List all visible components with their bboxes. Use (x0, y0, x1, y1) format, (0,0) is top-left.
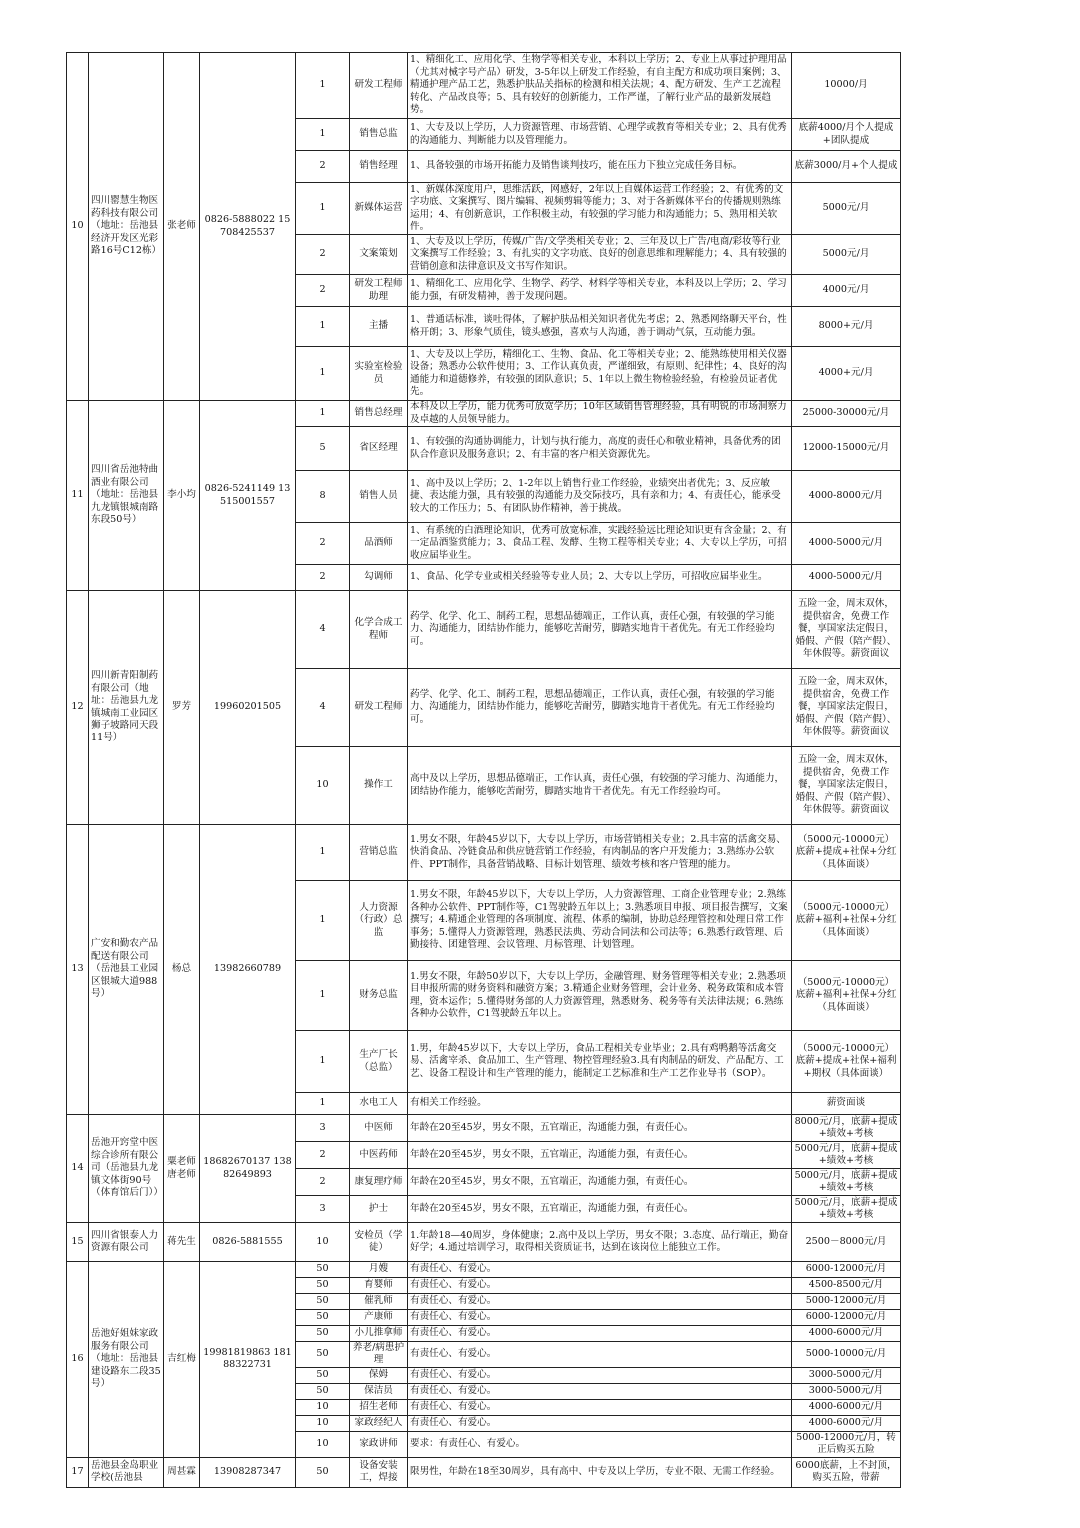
job-count: 2 (296, 523, 350, 565)
job-title: 中医药师 (350, 1142, 408, 1169)
job-count: 3 (296, 1196, 350, 1223)
job-title: 催乳师 (350, 1294, 408, 1310)
job-requirements: 1、有较强的沟通协调能力，计划与执行能力，高度的责任心和敬业精神，具备优秀的团队合作意识及服务意识；2、有丰富的客户相关资源优先。 (408, 427, 792, 471)
job-count: 10 (296, 1399, 350, 1415)
contact-person: 蒋先生 (164, 1223, 200, 1262)
job-requirements: 1、普通话标准，谈吐得体，了解护肤品相关知识者优先考虑；2、熟悉网络聊天平台，性格开朗；3、形象气质佳，镜头感强，喜欢与人沟通，善于调动气氛，互动能力强。 (408, 307, 792, 347)
job-requirements: 年龄在20至45岁，男女不限，五官端正，沟通能力强，有责任心。 (408, 1115, 792, 1142)
job-count: 10 (296, 1223, 350, 1262)
job-requirements: 年龄在20至45岁，男女不限，五官端正，沟通能力强，有责任心。 (408, 1196, 792, 1223)
job-count: 2 (296, 275, 350, 307)
job-requirements: 1、精细化工、应用化学、生物学等相关专业，本科以上学历；2、专业上从事过护理用品（尤其对械字号产品）研发，3-5年以上研发工作经验，有自主配方和成功项目案例；3、精通护理产品工艺，熟悉护肤品关指标的检测和相关法规；4、配方研发、生产工艺流程转化、产品改良等；5、具有较好的创新能力，工作严谨，了解行业产品的最新发展趋势。 (408, 53, 792, 119)
job-salary: 5000元/月 (792, 235, 901, 275)
job-salary: 6000-12000元/月 (792, 1262, 901, 1278)
job-count: 3 (296, 1115, 350, 1142)
job-salary: 4500-8500元/月 (792, 1278, 901, 1294)
table-row (67, 1262, 901, 1278)
table-row (67, 1115, 901, 1142)
table-row (67, 401, 901, 427)
job-title: 护士 (350, 1196, 408, 1223)
contact-person: 张老师 (164, 53, 200, 401)
contact-phone: 19981819863 18188322731 (200, 1262, 296, 1458)
job-count: 50 (296, 1278, 350, 1294)
job-title: 保洁员 (350, 1383, 408, 1399)
job-requirements: 1、大专及以上学历，传媒/广告/文学类相关专业；2、三年及以上广告/电商/彩妆等行业文案撰写工作经验；3、有扎实的文字功底、良好的创意思维和理解能力；4、具有较强的营销创意和法律意识及文书写作知识。 (408, 235, 792, 275)
job-salary: 5000-10000元/月 (792, 1342, 901, 1368)
job-salary: 底薪4000/月个人提成+团队提成 (792, 119, 901, 151)
job-count: 50 (296, 1383, 350, 1399)
job-requirements: 有责任心、有爱心。 (408, 1342, 792, 1368)
table-row (67, 53, 901, 119)
job-salary: （5000元-10000元）底薪+福利+社保+分红（具体面谈） (792, 961, 901, 1031)
job-salary: 5000元/月，底薪+提成+绩效+考核 (792, 1142, 901, 1169)
job-title: 设备安装工，焊接 (350, 1457, 408, 1487)
job-count: 50 (296, 1262, 350, 1278)
job-salary: 4000-6000元/月 (792, 1415, 901, 1431)
job-count: 1 (296, 53, 350, 119)
contact-phone: 18682670137 13882649893 (200, 1115, 296, 1223)
job-count: 8 (296, 471, 350, 523)
job-title: 中医师 (350, 1115, 408, 1142)
job-salary: 5000-12000元/月，转正后购买五险 (792, 1431, 901, 1457)
job-count: 4 (296, 669, 350, 747)
job-count: 50 (296, 1326, 350, 1342)
job-count: 10 (296, 747, 350, 825)
contact-phone: 0826-5241149 13515001557 (200, 401, 296, 591)
job-requirements: 本科及以上学历，能力优秀可放宽学历；10年区域销售管理经验，具有明锐的市场洞察力及卓越的人员领导能力。 (408, 401, 792, 427)
job-salary: 10000/月 (792, 53, 901, 119)
job-salary: 4000-6000元/月 (792, 1399, 901, 1415)
job-requirements: 1、大专及以上学历，精细化工、生物、食品、化工等相关专业；2、能熟练使用相关仪器设备；熟悉办公软件使用；3、工作认真负责，严谨细致，有原则、纪律性；4、良好的沟通能力和道德修养，有较强的团队意识；5、1年以上微生物检验经验，有检验员证者优先。 (408, 347, 792, 401)
table-row (67, 1223, 901, 1262)
job-requirements: 1.年龄18—40周岁，身体健康；2.高中及以上学历，男女不限；3.态度、品行端正，勤奋好学；4.通过培训学习，取得相关资质证书，达到在该岗位上能独立工作。 (408, 1223, 792, 1262)
job-title: 产康师 (350, 1310, 408, 1326)
job-title: 月嫂 (350, 1262, 408, 1278)
job-salary: 2500－8000元/月 (792, 1223, 901, 1262)
company-name: 广安和勤农产品配送有限公司（岳池县工业园区银城大道988号） (89, 825, 164, 1115)
company-number: 10 (67, 53, 89, 401)
job-salary: 4000-5000元/月 (792, 523, 901, 565)
job-title: 省区经理 (350, 427, 408, 471)
job-salary: 薪资面谈 (792, 1093, 901, 1115)
job-salary: 5000元/月，底薪+提成+绩效+考核 (792, 1196, 901, 1223)
company-name: 四川省岳池特曲酒业有限公司（地址：岳池县九龙镇银城南路东段50号） (89, 401, 164, 591)
job-title: 文案策划 (350, 235, 408, 275)
job-count: 50 (296, 1367, 350, 1383)
job-title: 研发工程师 (350, 53, 408, 119)
contact-person: 周甚霖 (164, 1457, 200, 1487)
job-salary: 8000+元/月 (792, 307, 901, 347)
table-row (67, 1457, 901, 1487)
recruitment-table (66, 52, 901, 1488)
job-title: 水电工人 (350, 1093, 408, 1115)
job-title: 财务总监 (350, 961, 408, 1031)
contact-person: 吉红梅 (164, 1262, 200, 1458)
job-count: 1 (296, 1093, 350, 1115)
contact-person: 粟老师 唐老师 (164, 1115, 200, 1223)
company-name: 四川省银泰人力资源有限公司 (89, 1223, 164, 1262)
job-requirements: 有责任心、有爱心。 (408, 1294, 792, 1310)
job-salary: 五险一金，周末双休，提供宿舍，免费工作餐，享国家法定假日，婚假、产假（陪产假）、年休假等。薪资面议 (792, 747, 901, 825)
job-title: 保姆 (350, 1367, 408, 1383)
contact-person: 李小均 (164, 401, 200, 591)
job-count: 1 (296, 347, 350, 401)
company-number: 14 (67, 1115, 89, 1223)
job-requirements: 药学、化学、化工、制药工程，思想品德端正，工作认真，责任心强，有较强的学习能力、沟通能力，团结协作能力，能够吃苦耐劳，脚踏实地肯干者优先。有无工作经验均可。 (408, 669, 792, 747)
company-number: 16 (67, 1262, 89, 1458)
job-count: 10 (296, 1415, 350, 1431)
job-title: 勾调师 (350, 565, 408, 591)
job-title: 小儿推拿师 (350, 1326, 408, 1342)
job-title: 研发工程师助理 (350, 275, 408, 307)
job-requirements: 药学、化学、化工、制药工程，思想品德端正，工作认真，责任心强，有较强的学习能力、沟通能力，团结协作能力，能够吃苦耐劳，脚踏实地肯干者优先。有无工作经验均可。 (408, 591, 792, 669)
job-salary: 25000-30000元/月 (792, 401, 901, 427)
job-requirements: 高中及以上学历，思想品德端正，工作认真，责任心强，有较强的学习能力、沟通能力，团结协作能力，能够吃苦耐劳，脚踏实地肯干者优先。有无工作经验均可。 (408, 747, 792, 825)
job-requirements: 1、有系统的白酒理论知识，优秀可放宽标准，实践经验远比理论知识更有含金量；2、有一定品酒鉴赏能力；3、食品工程、发酵、生物工程等相关专业；4、大专以上学历，可招收应届毕业生。 (408, 523, 792, 565)
job-salary: 8000元/月，底薪+提成+绩效+考核 (792, 1115, 901, 1142)
job-count: 2 (296, 1142, 350, 1169)
contact-phone: 0826-5888022 15708425537 (200, 53, 296, 401)
job-requirements: 1、具备较强的市场开拓能力及销售谈判技巧，能在压力下独立完成任务目标。 (408, 151, 792, 183)
job-salary: 4000-5000元/月 (792, 565, 901, 591)
job-count: 1 (296, 1031, 350, 1093)
job-count: 1 (296, 961, 350, 1031)
job-requirements: 1、高中及以上学历；2、1-2年以上销售行业工作经验，业绩突出者优先；3、反应敏捷、表达能力强，具有较强的沟通能力及交际技巧，具有亲和力；4、有责任心，能承受较大的工作压力；5、有团队协作精神，善于挑战。 (408, 471, 792, 523)
job-title: 招生老师 (350, 1399, 408, 1415)
job-count: 4 (296, 591, 350, 669)
job-requirements: 1.男，年龄45岁以下，大专以上学历，食品工程相关专业毕业；2.具有鸡鸭鹅等活禽交易、活禽宰杀、食品加工、生产管理、物控管理经验3.具有肉制品的研发、产品配方、工艺、设备工程设计和生产管理的能力，能制定工艺标准和生产工艺作业导书（SOP）。 (408, 1031, 792, 1093)
job-salary: 3000-5000元/月 (792, 1383, 901, 1399)
company-name: 岳池开窍堂中医综合诊所有限公司（岳池县九龙镇文体街90号（体育馆后门）） (89, 1115, 164, 1223)
job-salary: 4000-8000元/月 (792, 471, 901, 523)
job-salary: 4000元/月 (792, 275, 901, 307)
job-title: 人力资源（行政）总监 (350, 881, 408, 961)
job-title: 主播 (350, 307, 408, 347)
job-requirements: 有责任心、有爱心。 (408, 1310, 792, 1326)
job-count: 1 (296, 307, 350, 347)
job-salary: 五险一金，周末双休，提供宿舍，免费工作餐，享国家法定假日，婚假、产假（陪产假）、年休假等。薪资面议 (792, 669, 901, 747)
job-salary: 五险一金，周末双休，提供宿舍，免费工作餐，享国家法定假日，婚假、产假（陪产假）、年休假等。薪资面议 (792, 591, 901, 669)
company-name: 岳池好姐妹家政服务有限公司（地址：岳池县建设路东二段35号） (89, 1262, 164, 1458)
contact-person: 罗芳 (164, 591, 200, 825)
job-title: 操作工 (350, 747, 408, 825)
job-salary: 5000元/月，底薪+提成+绩效+考核 (792, 1169, 901, 1196)
job-requirements: 有责任心、有爱心。 (408, 1399, 792, 1415)
job-salary: 3000-5000元/月 (792, 1367, 901, 1383)
job-count: 1 (296, 825, 350, 881)
company-number: 11 (67, 401, 89, 591)
company-name: 四川新青阳制药有限公司（地址：岳池县九龙镇城南工业园区狮子坡路同天段11号） (89, 591, 164, 825)
contact-phone: 13982660789 (200, 825, 296, 1115)
job-count: 2 (296, 565, 350, 591)
job-requirements: 限男性，年龄在18至30周岁，具有高中、中专及以上学历，专业不限、无需工作经验。 (408, 1457, 792, 1487)
job-title: 销售总监 (350, 119, 408, 151)
job-requirements: 1.男女不限，年龄50岁以下，大专以上学历，金融管理、财务管理等相关专业；2.熟悉项目申报所需的财务资料和融资方案；3.精通企业财务管理，会计业务、税务政策和成本管理，资本运作；5.懂得财务部的人力资源管理，熟悉财务、税务等有关法律法规；6.熟练各种办公软件，C1驾驶龄五年以上。 (408, 961, 792, 1031)
job-salary: 底薪3000/月+个人提成 (792, 151, 901, 183)
job-count: 10 (296, 1431, 350, 1457)
job-title: 安检员（学徒） (350, 1223, 408, 1262)
job-title: 康复理疗师 (350, 1169, 408, 1196)
job-requirements: 有责任心、有爱心。 (408, 1262, 792, 1278)
job-count: 5 (296, 427, 350, 471)
job-salary: （5000元-10000元）底薪+福利+社保+分红（具体面谈） (792, 881, 901, 961)
job-count: 50 (296, 1310, 350, 1326)
job-salary: 5000-12000元/月 (792, 1294, 901, 1310)
job-salary: 12000-15000元/月 (792, 427, 901, 471)
job-salary: 4000-6000元/月 (792, 1326, 901, 1342)
job-title: 品酒师 (350, 523, 408, 565)
job-title: 化学合成工程师 (350, 591, 408, 669)
job-title: 生产厂长（总监） (350, 1031, 408, 1093)
job-count: 2 (296, 151, 350, 183)
job-salary: 5000元/月 (792, 183, 901, 235)
job-salary: （5000元-10000元）底薪+提成+社保+福利+期权（具体面谈） (792, 1031, 901, 1093)
job-count: 50 (296, 1457, 350, 1487)
job-count: 50 (296, 1294, 350, 1310)
table-row (67, 591, 901, 669)
job-title: 营销总监 (350, 825, 408, 881)
job-requirements: 1.男女不限，年龄45岁以下，大专以上学历，人力资源管理、工商企业管理专业；2.熟练各种办公软件、PPT制作等，C1驾驶龄五年以上；3.熟悉项目申报、项目报告撰写，文案撰写；4.精通企业管理的各项制度、流程、体系的编制，协助总经理管控和处理日常工作事务；5.懂得人力资源管理，熟悉民法典、劳动合同法和公司法等；6.熟悉行政管理、后勤接待、团建管理、会议管理、月标管理、计划管理。 (408, 881, 792, 961)
contact-phone: 13908287347 (200, 1457, 296, 1487)
job-requirements: 1、新媒体深度用户，思维活跃，网感好，2年以上自媒体运营工作经验；2、有优秀的文字功底、文案撰写、图片编辑、视频剪辑等能力；3、对于各新媒体平台的传播规则熟练运用；4、有创新意识，工作积极主动，有较强的学习能力和沟通能力；5、熟用相关软件。 (408, 183, 792, 235)
job-count: 1 (296, 119, 350, 151)
company-number: 12 (67, 591, 89, 825)
job-requirements: 有责任心、有爱心。 (408, 1415, 792, 1431)
job-requirements: 1、食品、化学专业或相关经验等专业人员；2、大专以上学历，可招收应届毕业生。 (408, 565, 792, 591)
job-salary: 6000底薪，上不封顶，购买五险，带薪 (792, 1457, 901, 1487)
job-count: 50 (296, 1342, 350, 1368)
job-requirements: 1、大专及以上学历，人力资源管理、市场营销、心理学或教育等相关专业；2、具有优秀的沟通能力、判断能力以及管理能力。 (408, 119, 792, 151)
job-count: 1 (296, 183, 350, 235)
job-requirements: 年龄在20至45岁，男女不限，五官端正，沟通能力强，有责任心。 (408, 1142, 792, 1169)
contact-person: 杨总 (164, 825, 200, 1115)
job-title: 育婴师 (350, 1278, 408, 1294)
job-title: 销售总经理 (350, 401, 408, 427)
job-requirements: 年龄在20至45岁，男女不限，五官端正，沟通能力强，有责任心。 (408, 1169, 792, 1196)
job-count: 2 (296, 235, 350, 275)
job-requirements: 要求：有责任心、有爱心。 (408, 1431, 792, 1457)
company-number: 13 (67, 825, 89, 1115)
job-count: 1 (296, 881, 350, 961)
job-requirements: 1、精细化工、应用化学、生物学、药学、材料学等相关专业，本科及以上学历；2、学习能力强，有研发精神，善于发现问题。 (408, 275, 792, 307)
job-title: 新媒体运营 (350, 183, 408, 235)
company-number: 17 (67, 1457, 89, 1487)
contact-phone: 19960201505 (200, 591, 296, 825)
table-row (67, 825, 901, 881)
company-number: 15 (67, 1223, 89, 1262)
job-requirements: 有责任心、有爱心。 (408, 1367, 792, 1383)
job-count: 1 (296, 401, 350, 427)
contact-phone: 0826-5881555 (200, 1223, 296, 1262)
job-requirements: 有责任心、有爱心。 (408, 1326, 792, 1342)
job-title: 销售经理 (350, 151, 408, 183)
job-title: 实验室检验员 (350, 347, 408, 401)
job-salary: （5000元-10000元）底薪+提成+社保+分红（具体面谈） (792, 825, 901, 881)
job-title: 家政讲师 (350, 1431, 408, 1457)
job-salary: 4000+元/月 (792, 347, 901, 401)
job-title: 研发工程师 (350, 669, 408, 747)
job-count: 2 (296, 1169, 350, 1196)
company-name: 四川罂慧生物医药科技有限公司（地址：岳池县经济开发区光彩路16号C12栋） (89, 53, 164, 401)
job-salary: 6000-12000元/月 (792, 1310, 901, 1326)
job-title: 养老/病患护理 (350, 1342, 408, 1368)
job-title: 家政经纪人 (350, 1415, 408, 1431)
job-requirements: 有相关工作经验。 (408, 1093, 792, 1115)
job-requirements: 1.男女不限，年龄45岁以下，大专以上学历，市场营销相关专业；2.具丰富的活禽交易、快消食品、冷链食品和供应链营销工作经验，有肉制品的客户开发能力；3.熟练办公软件、PPT制作，具备营销战略、目标计划管理、绩效考核和客户管理的能力。 (408, 825, 792, 881)
job-title: 销售人员 (350, 471, 408, 523)
job-requirements: 有责任心、有爱心。 (408, 1383, 792, 1399)
company-name: 岳池县金岛职业学校(岳池县 (89, 1457, 164, 1487)
job-requirements: 有责任心、有爱心。 (408, 1278, 792, 1294)
